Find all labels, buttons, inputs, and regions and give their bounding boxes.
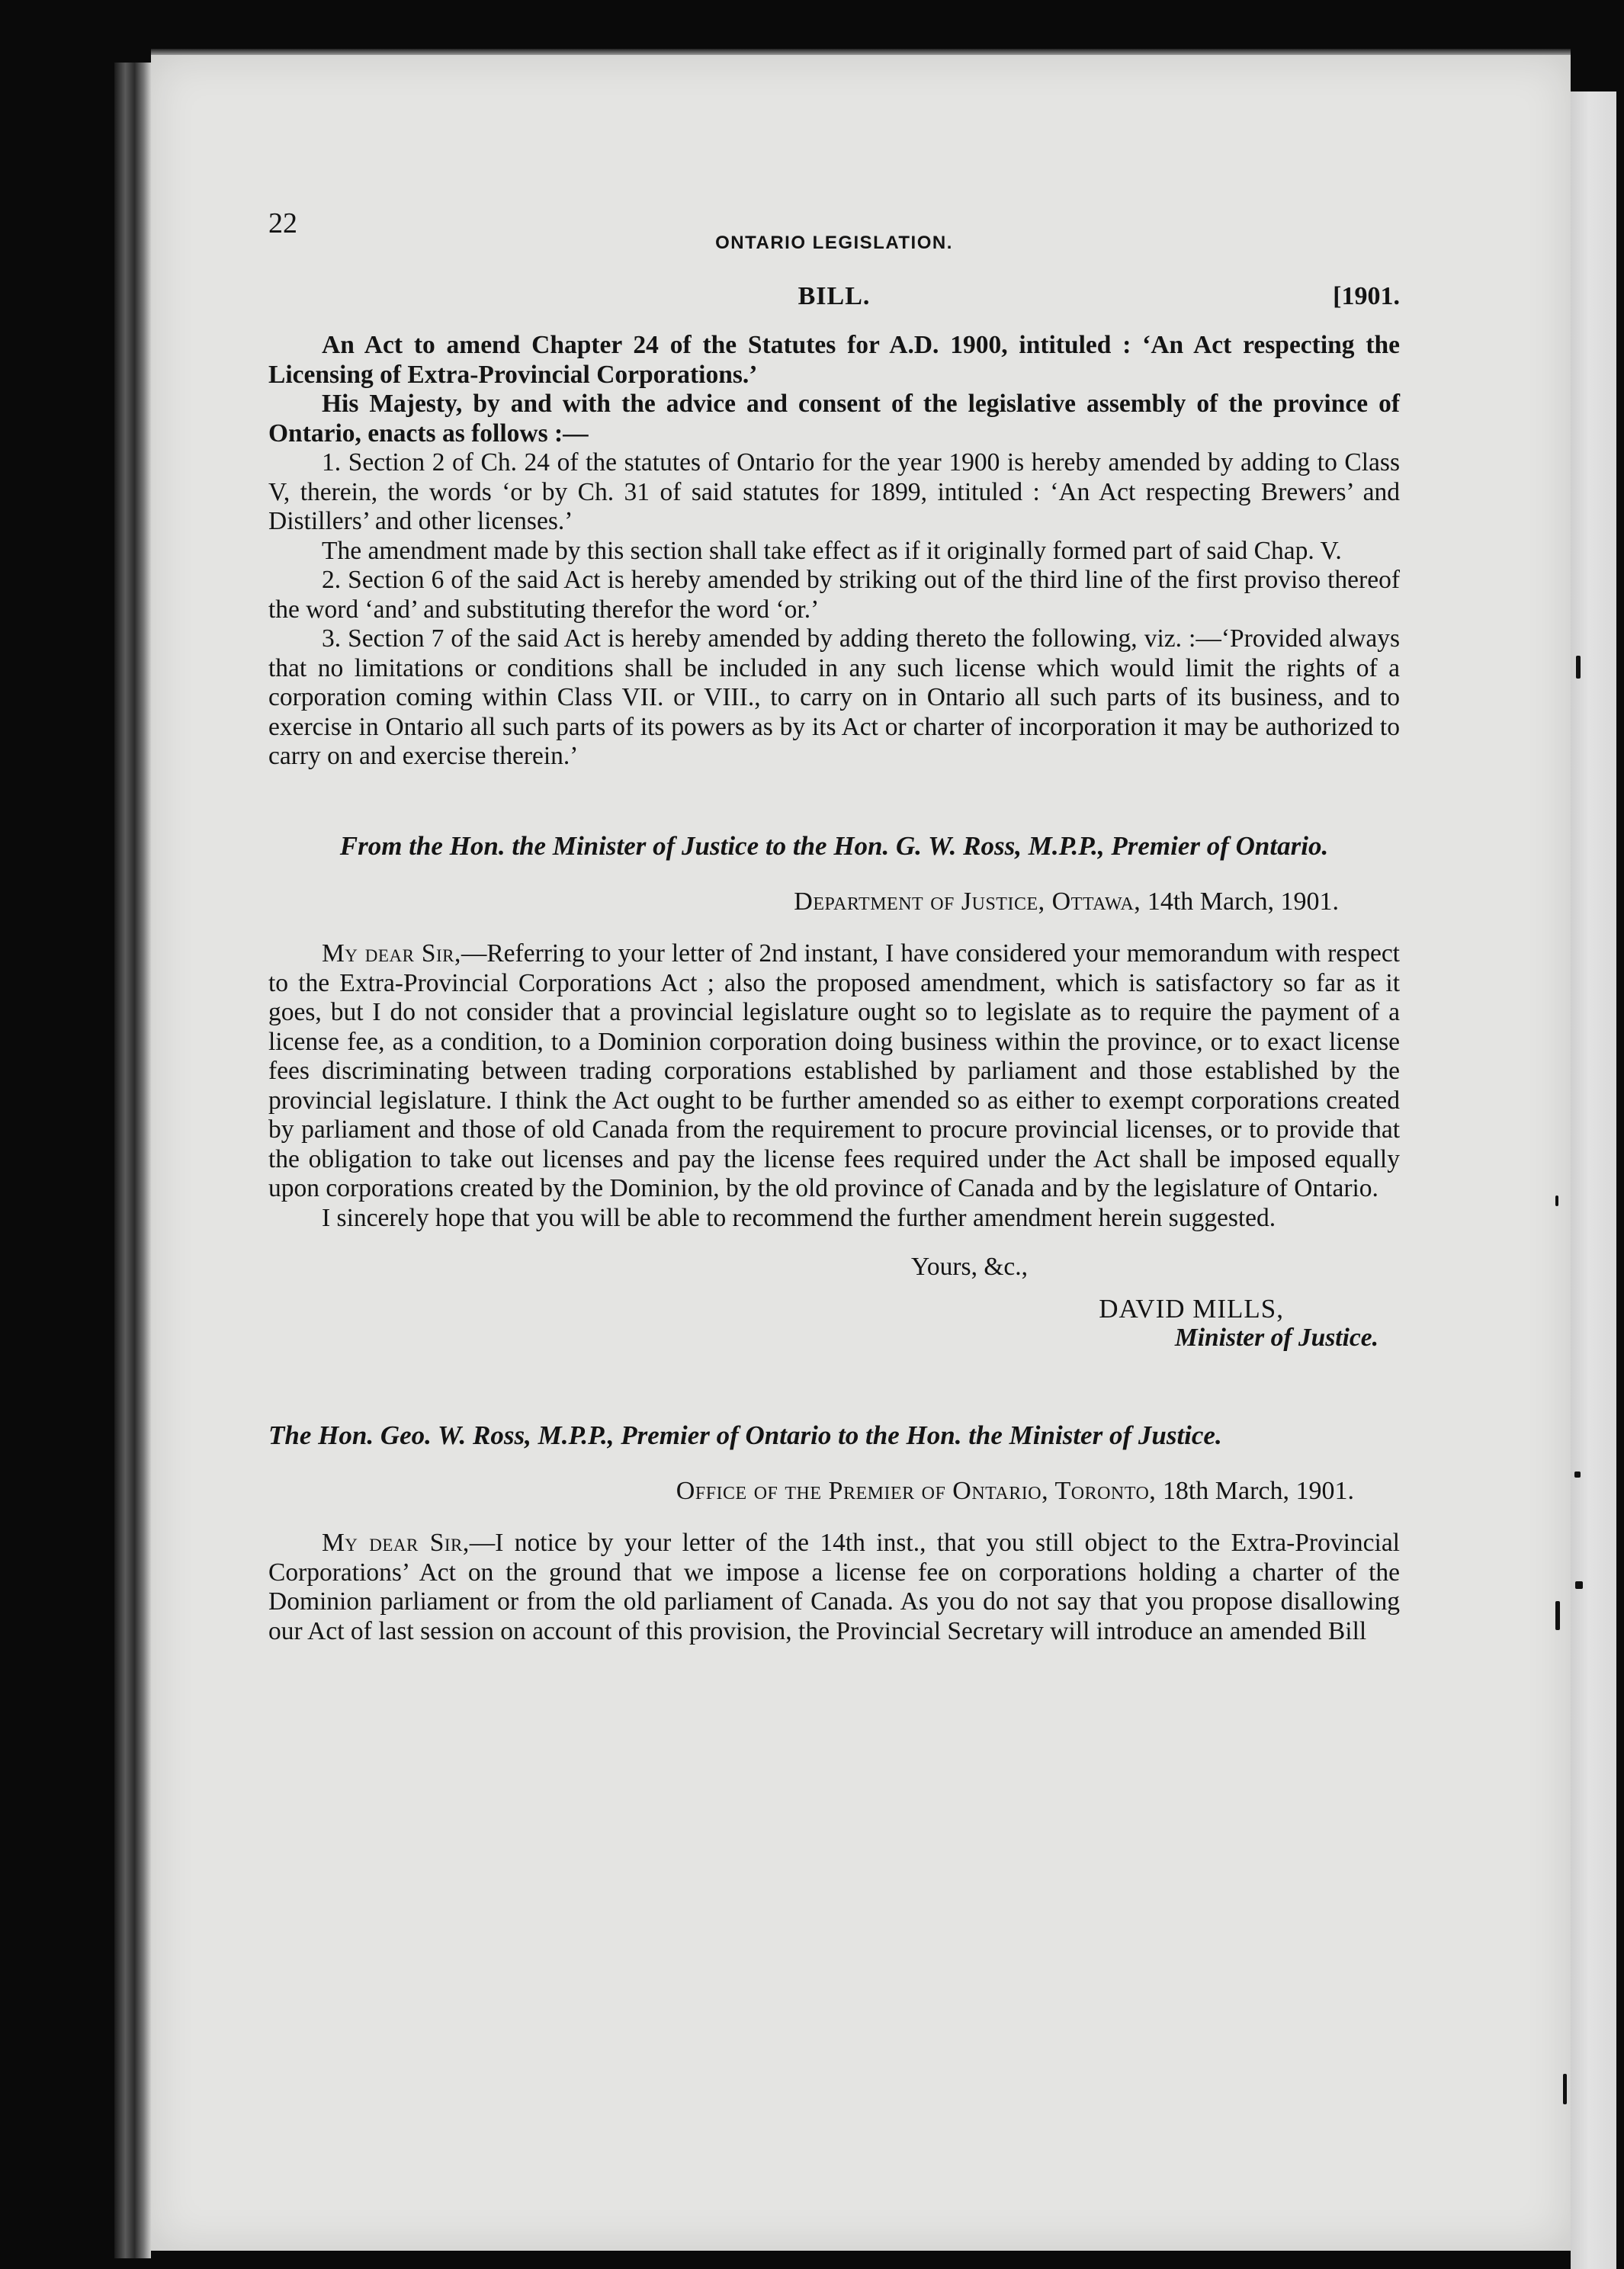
- bill-year: [1901.: [1333, 282, 1400, 310]
- letter-2-heading: The Hon. Geo. W. Ross, M.P.P., Premier of Ontario to the Hon. the Minister of Justice.: [268, 1420, 1222, 1450]
- letter-1-date: 14th March, 1901.: [1147, 887, 1339, 916]
- letter-1-signature: DAVID MILLS,: [1099, 1293, 1284, 1324]
- letter-1-body-text: —Referring to your letter of 2nd instant, I have considered your memorandum with respect to the Extra-Provincial Corporations Act ; also the proposed amendment, which is satisfactory so far as it goes, but I do not consider that a provincial legislature ought so to legislate as to require the payment of a license fee, as a condition, to a Dominion corporation doing business within the province, or to exact license fees discriminating between trading corporations established by parliament and those established by the provincial legislature. I think the Act ought to be further amended so as either to exempt corporations created by parliament and those of old Canada from the requirement to procure provincial licenses, or to provide that the obligation to take out licenses and pay the license fees required under the Act shall be imposed equally upon corporations created by the Dominion, by the old province of Canada and by the legislature of Ontario.: [268, 939, 1400, 1202]
- letter-2-body-text: —I notice by your letter of the 14th inst., that you still object to the Extra-Provincial Corporations’ Act on the ground that we impose a license fee on corporations holding a charter of the Dominion parliament or from the old parliament of Canada. As you do not say that you propose disallowing our Act of last session on account of this provision, the Provincial Secretary will introduce an amended Bill: [268, 1529, 1400, 1645]
- page-text: [268, 203, 1400, 1646]
- page-left-edge: [114, 63, 151, 2258]
- scan-speck: [1574, 1471, 1581, 1478]
- scan-speck: [1555, 1195, 1558, 1206]
- letter-2-dateline: [268, 1477, 1400, 1507]
- scan-speck: [1563, 2074, 1567, 2104]
- bill-long-title: An Act to amend Chapter 24 of the Statutes for A.D. 1900, intituled : ‘An Act respecting the Licensing of Extra-Provincial Corporations.’: [268, 331, 1400, 389]
- letter-2-body: [268, 1529, 1400, 1646]
- letter-2-date: 18th March, 1901.: [1162, 1476, 1354, 1505]
- letter-1-body-2: I sincerely hope that you will be able to recommend the further amendment herein suggested.: [322, 1203, 1276, 1232]
- page-header: [268, 203, 1400, 253]
- adjacent-page-strip: [1571, 91, 1616, 2269]
- letter-1-signature-title: Minister of Justice.: [1174, 1324, 1378, 1352]
- scan-speck: [1576, 656, 1581, 679]
- running-head: ONTARIO LEGISLATION.: [715, 233, 953, 253]
- letter-1-closing: Yours, &c.,: [911, 1253, 1028, 1281]
- enacting-clause: His Majesty, by and with the advice and consent of the legislative assembly of the province of Ontario, enacts as follows :—: [268, 390, 1400, 448]
- bill-title: BILL.: [798, 282, 871, 310]
- section-3: 3. Section 7 of the said Act is hereby amended by adding thereto the following, viz. :—‘Provided always that no limitations or conditions shall be included in any such license which would limit the rights of a corporation coming within Class VII. or VIII., to carry on in Ontario all such parts of its business, and to exercise in Ontario all such parts of its powers as by its Act or charter of incorporation it may be authorized to carry on and exercise therein.’: [268, 624, 1400, 770]
- letter-1-heading: From the Hon. the Minister of Justice to the Hon. G. W. Ross, M.P.P., Premier of Ontario.: [339, 830, 1329, 861]
- letter-1-salutation: My dear Sir,: [322, 939, 461, 968]
- section-1-note: The amendment made by this section shall take effect as if it originally formed part of said Chap. V.: [322, 536, 1342, 565]
- bill-header: [268, 282, 1400, 331]
- scan-speck: [1555, 1601, 1560, 1630]
- letter-1-office: Department of Justice, Ottawa,: [794, 887, 1141, 916]
- page-number: 22: [268, 207, 297, 239]
- scan-speck: [1575, 1581, 1583, 1589]
- letter-1-body: [268, 939, 1400, 1204]
- letter-2-office: Office of the Premier of Ontario, Toronto,: [676, 1476, 1157, 1505]
- letter-2-salutation: My dear Sir,: [322, 1529, 470, 1557]
- letter-1-dateline: [268, 887, 1400, 917]
- section-1: 1. Section 2 of Ch. 24 of the statutes of Ontario for the year 1900 is hereby amended by adding to Class V, therein, the words ‘or by Ch. 31 of said statutes for 1899, intituled : ‘An Act respecting Brewers’ and Distillers’ and other licenses.’: [268, 448, 1400, 535]
- section-2: 2. Section 6 of the said Act is hereby amended by striking out of the third line of the first proviso thereof the word ‘and’ and substituting therefor the word ‘or.’: [268, 566, 1400, 624]
